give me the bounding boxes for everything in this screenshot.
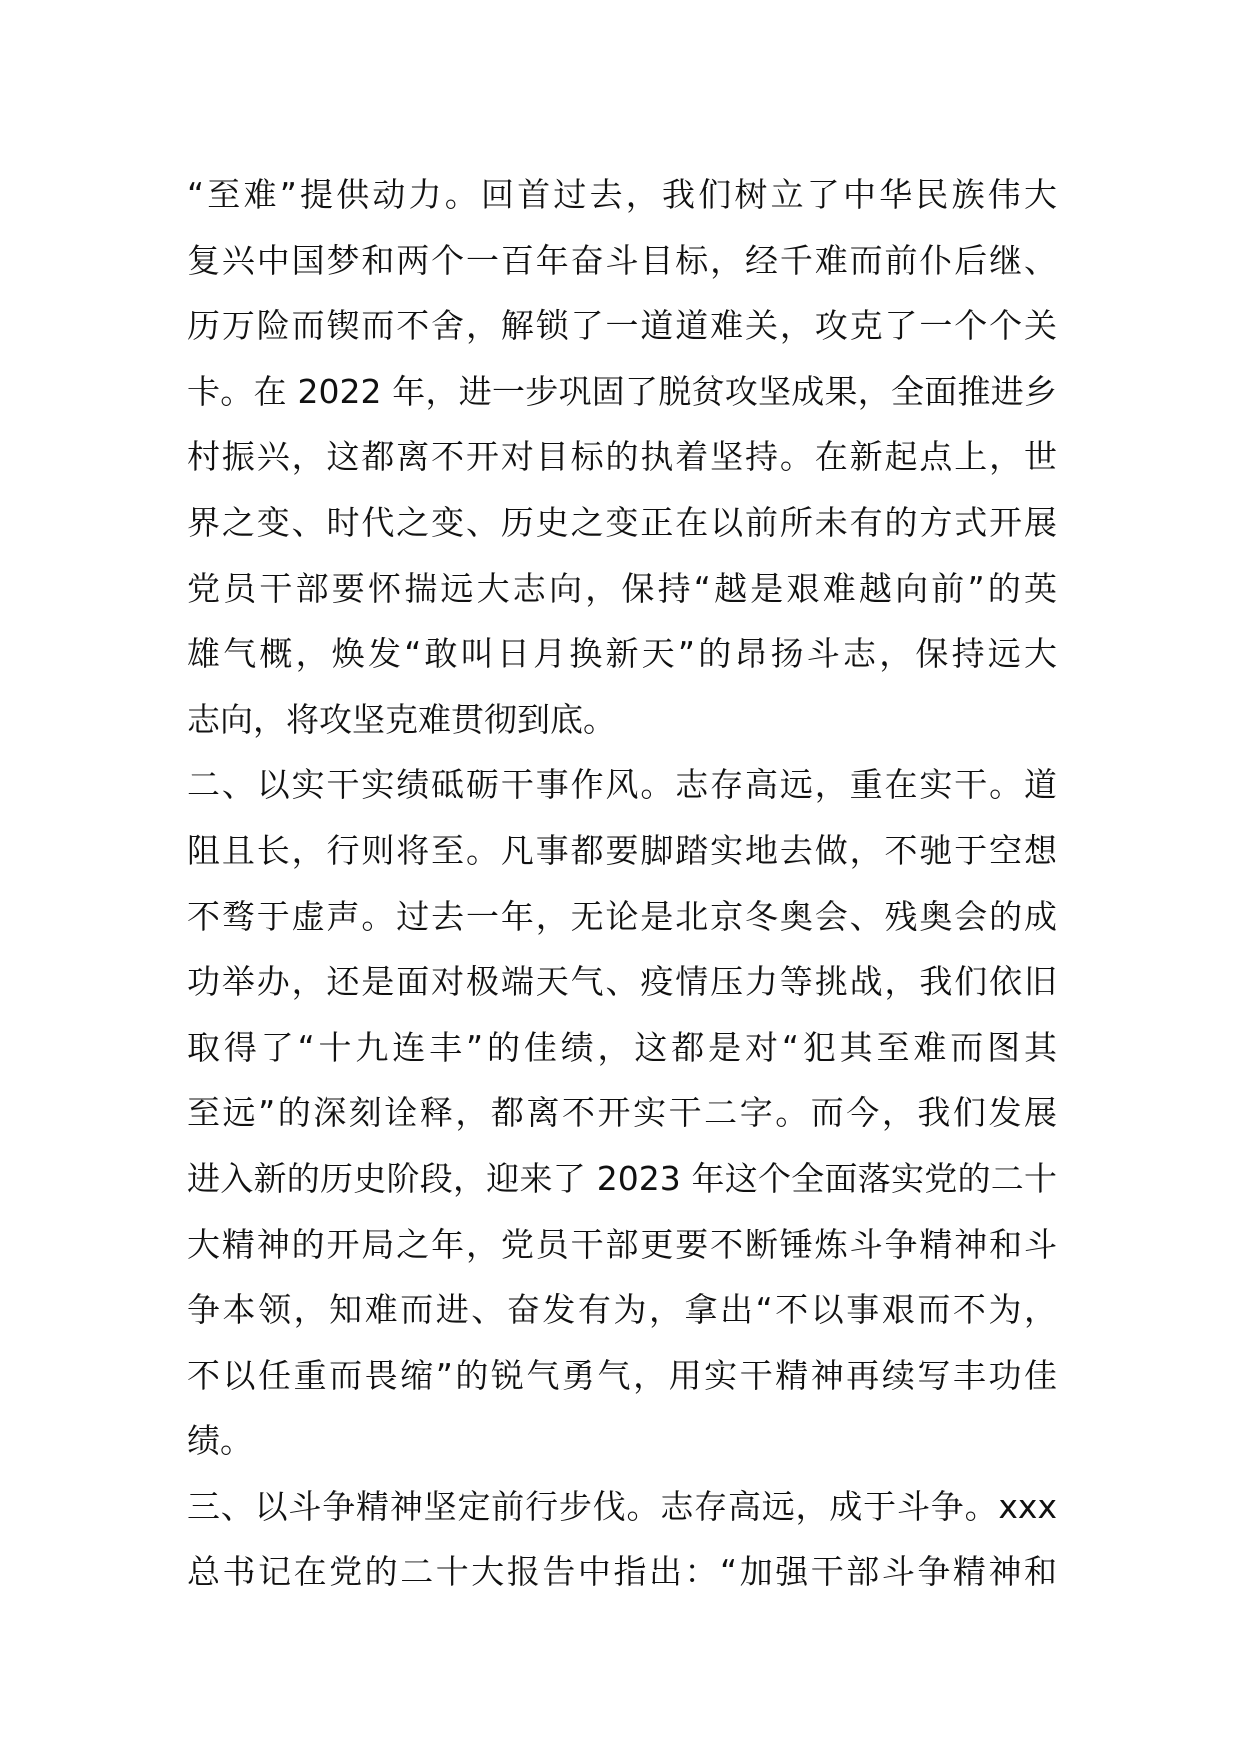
- text-line: 绩。: [187, 1421, 253, 1461]
- text-line: 志向，将攻坚克难贯彻到底。: [187, 699, 616, 739]
- text-line: 党员干部要怀揣远大志向，保持“越是艰难越向前”的英: [187, 568, 1057, 608]
- section-heading-line: 三、以斗争精神坚定前行步伐。志存高远，成于斗争。xxx: [187, 1486, 1057, 1526]
- body-text: [187, 162, 1057, 1605]
- text-line: 进入新的历史阶段，迎来了 2023 年这个全面落实党的二十: [187, 1158, 1057, 1198]
- text-line: 不骛于虚声。过去一年，无论是北京冬奥会、残奥会的成: [187, 896, 1057, 936]
- section-heading-line: 二、以实干实绩砥砺干事作风。志存高远，重在实干。道: [187, 765, 1057, 805]
- text-line: 取得了“十九连丰”的佳绩，这都是对“犯其至难而图其: [187, 1027, 1057, 1067]
- text-line: 村振兴，这都离不开对目标的执着坚持。在新起点上，世: [187, 437, 1057, 477]
- text-line: 卡。在 2022 年，进一步巩固了脱贫攻坚成果，全面推进乡: [187, 371, 1057, 411]
- text-line: 阻且长，行则将至。凡事都要脚踏实地去做，不驰于空想: [187, 830, 1057, 870]
- text-line: 雄气概，焕发“敢叫日月换新天”的昂扬斗志，保持远大: [187, 634, 1057, 674]
- text-line: 至远”的深刻诠释，都离不开实干二字。而今，我们发展: [187, 1093, 1057, 1133]
- text-line: 复兴中国梦和两个一百年奋斗目标，经千难而前仆后继、: [187, 240, 1057, 280]
- text-line: 界之变、时代之变、历史之变正在以前所未有的方式开展: [187, 502, 1057, 542]
- text-line: 总书记在党的二十大报告中指出：“加强干部斗争精神和: [187, 1552, 1057, 1592]
- text-line: 功举办，还是面对极端天气、疫情压力等挑战，我们依旧: [187, 962, 1057, 1002]
- text-line: 争本领，知难而进、奋发有为，拿出“不以事艰而不为，: [187, 1290, 1057, 1330]
- text-line: 不以任重而畏缩”的锐气勇气，用实干精神再续写丰功佳: [187, 1355, 1057, 1395]
- text-line: “至难”提供动力。回首过去，我们树立了中华民族伟大: [187, 175, 1057, 214]
- text-line: 大精神的开局之年，党员干部更要不断锤炼斗争精神和斗: [187, 1224, 1057, 1264]
- text-line: 历万险而锲而不舍，解锁了一道道难关，攻克了一个个关: [187, 306, 1057, 346]
